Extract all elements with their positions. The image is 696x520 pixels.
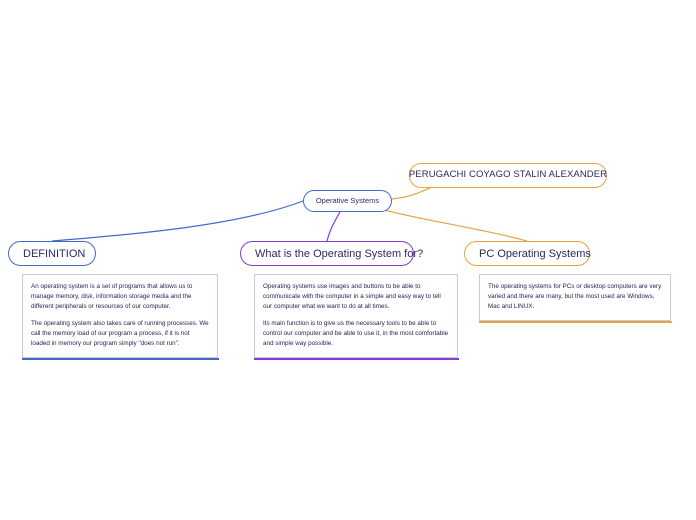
pc-paragraph-1: The operating systems for PCs or desktop computers are very varied and there are many, but the most used are Windows, Mac and LINUX. [488,283,662,310]
branch-body-definition [22,274,218,358]
branch-body-whatfor [254,274,458,358]
definition-paragraph-2: The operating system also takes care of running processes. We call the memory load of our program a process, if it is not loaded in memory our program simply "does not run". [31,320,209,347]
branch-title-definition: DEFINITION [23,247,86,260]
branch-title-whatfor: What is the Operating System for? [255,247,424,260]
whatfor-paragraph-1: Operating systems use images and buttons to be able to communicate with the computer in a simple and easy way to tell our computer what we want to do at all times. [263,283,441,310]
definition-paragraph-1: An operating system is a set of programs that allows us to manage memory, disk, information storage media and the different peripherals or resources of our computer. [31,283,193,310]
central-topic[interactable] [303,190,392,212]
branch-header-pc[interactable] [464,241,590,266]
branch-body-pc [479,274,671,321]
branch-header-definition[interactable] [8,241,96,266]
central-topic-label: Operative Systems [315,195,380,205]
edge-center-definition [52,201,303,241]
branch-underline-whatfor [254,358,459,360]
branch-underline-definition [22,358,219,360]
author-node[interactable] [409,163,607,188]
branch-title-pc: PC Operating Systems [479,247,591,260]
author-label: PERUGACHI COYAGO STALIN ALEXANDER [408,169,608,181]
edge-center-pc [380,209,527,241]
branch-header-whatfor[interactable] [240,241,424,266]
whatfor-paragraph-2: Its main function is to give us the necessary tools to be able to control our computer and be able to use it, in the most comfortable and simple way possible. [263,320,449,347]
branch-underline-pc [479,321,672,323]
edge-center-whatfor [327,212,340,241]
